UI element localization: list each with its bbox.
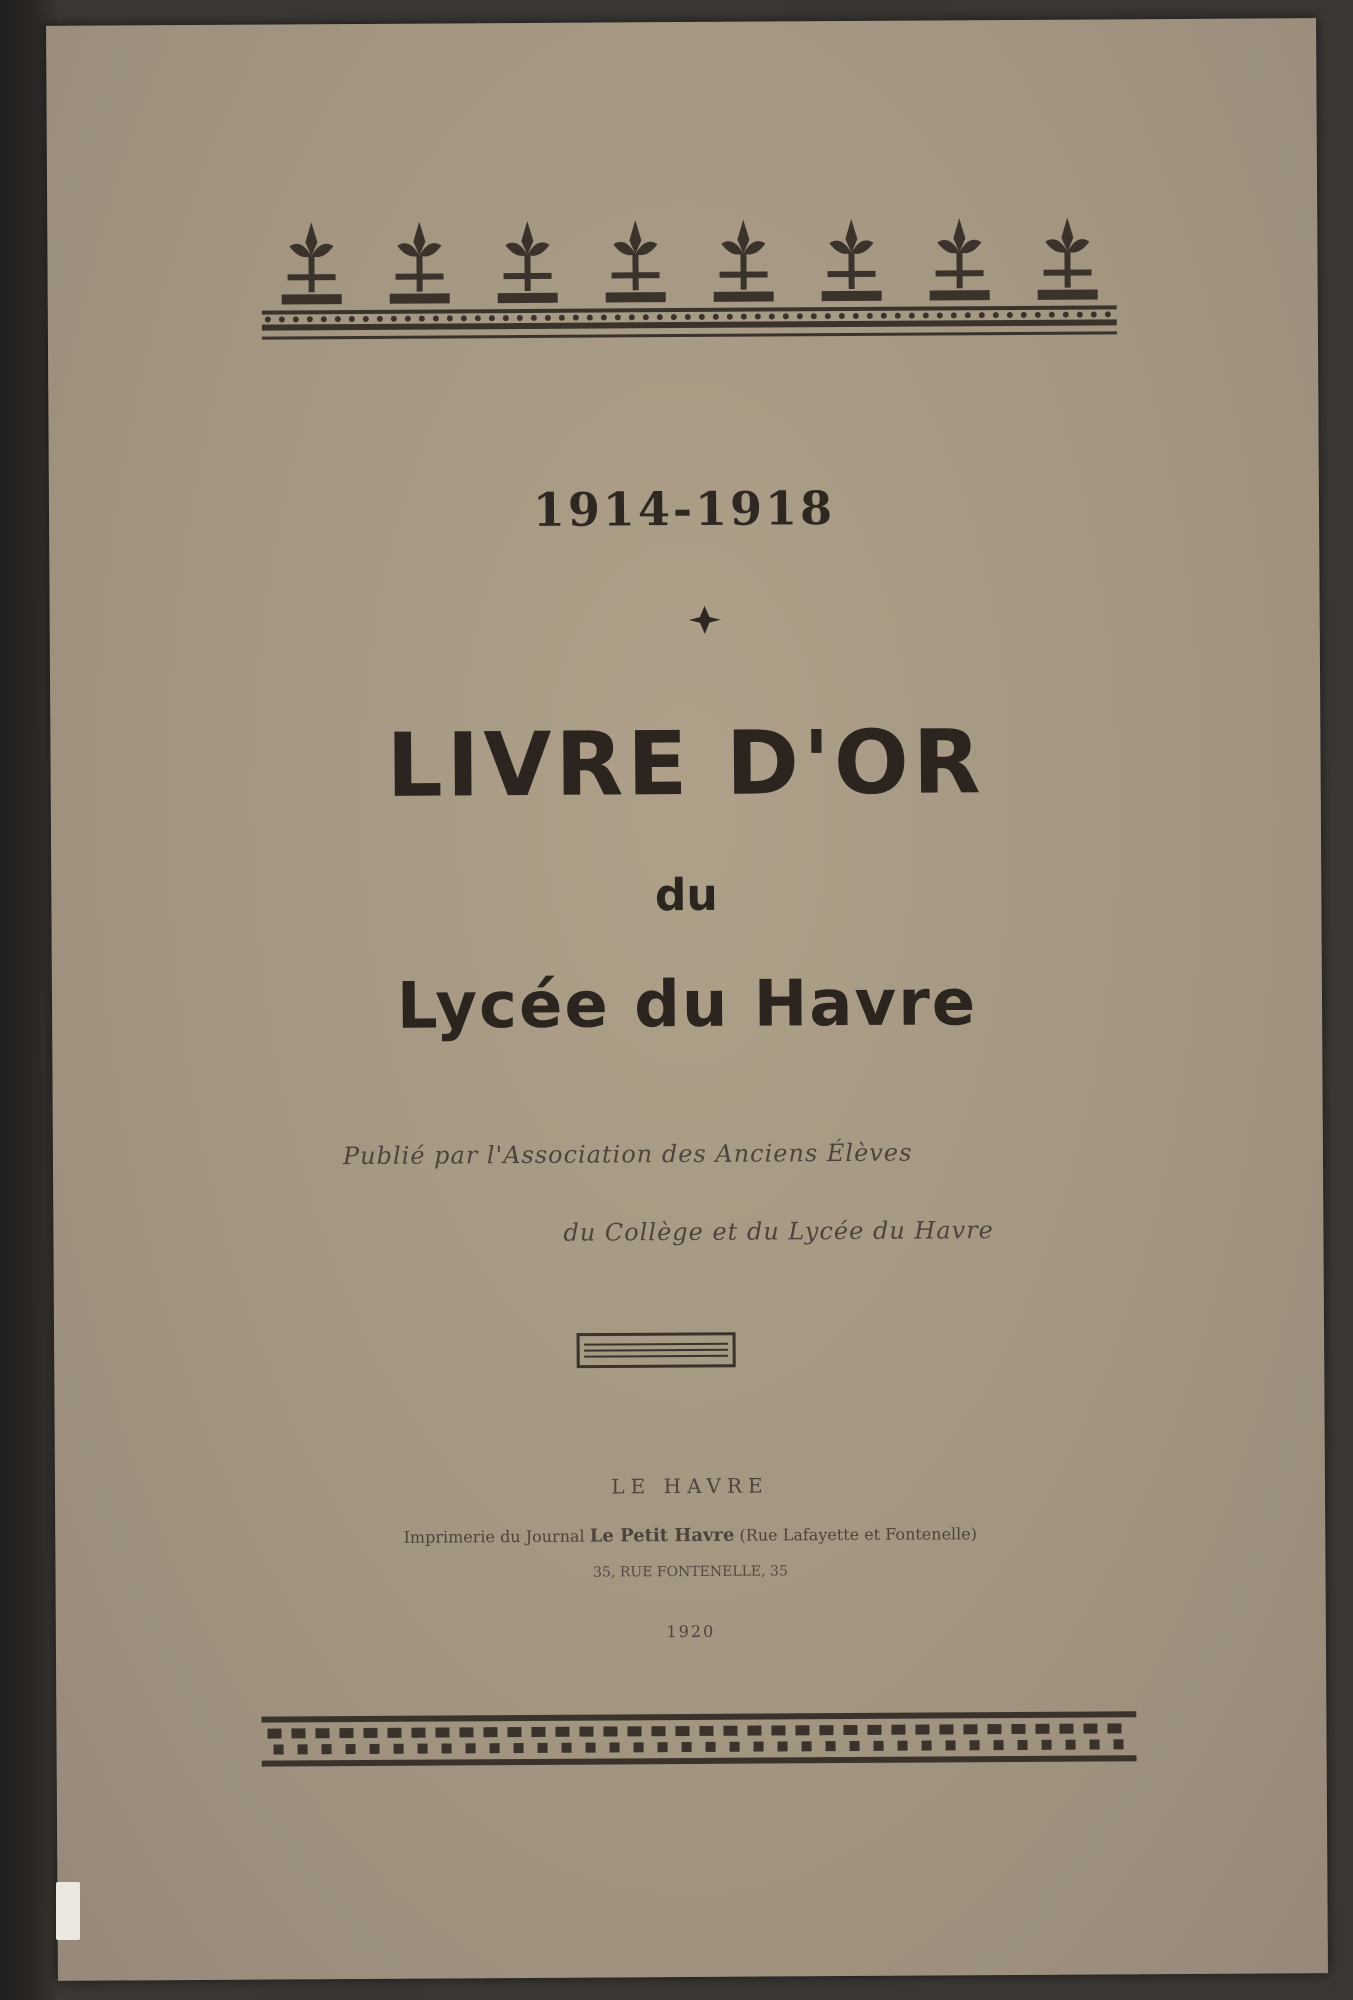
imprint-printer	[55, 1521, 1325, 1550]
lily-motif	[1037, 217, 1097, 299]
year-range: 1914-1918	[532, 481, 836, 537]
publication-year: 1920	[666, 1621, 716, 1642]
title-connector: du	[654, 869, 718, 922]
book-title: LIVRE D'OR	[386, 710, 985, 817]
book-cover	[46, 18, 1328, 1981]
lily-motif	[497, 221, 557, 303]
imprint-city: LE HAVRE	[611, 1473, 769, 1499]
lily-ornament-border-icon	[261, 207, 1117, 346]
lily-motif	[281, 222, 341, 304]
decorative-frieze-icon	[261, 1709, 1136, 1770]
printer-name: Le Petit Havre	[589, 1524, 735, 1547]
lily-motif	[929, 218, 989, 300]
rectangular-ornament-icon	[576, 1328, 736, 1373]
lily-motif	[389, 221, 449, 303]
printer-suffix: (Rue Lafayette et Fontenelle)	[739, 1524, 978, 1545]
lily-motif	[713, 219, 773, 301]
lily-motif	[821, 219, 881, 301]
book-subtitle: Lycée du Havre	[396, 966, 978, 1044]
publisher-line-1: Publié par l'Association des Anciens Élèves	[342, 1138, 913, 1171]
publisher-line-2: du Collège et du Lycée du Havre	[563, 1216, 994, 1247]
fleuron-dingbat-icon	[685, 600, 725, 640]
imprint-address: 35, RUE FONTENELLE, 35	[593, 1563, 788, 1581]
library-label-sticker	[56, 1882, 80, 1940]
lily-motif	[605, 220, 665, 302]
printer-prefix: Imprimerie du Journal	[403, 1526, 585, 1547]
